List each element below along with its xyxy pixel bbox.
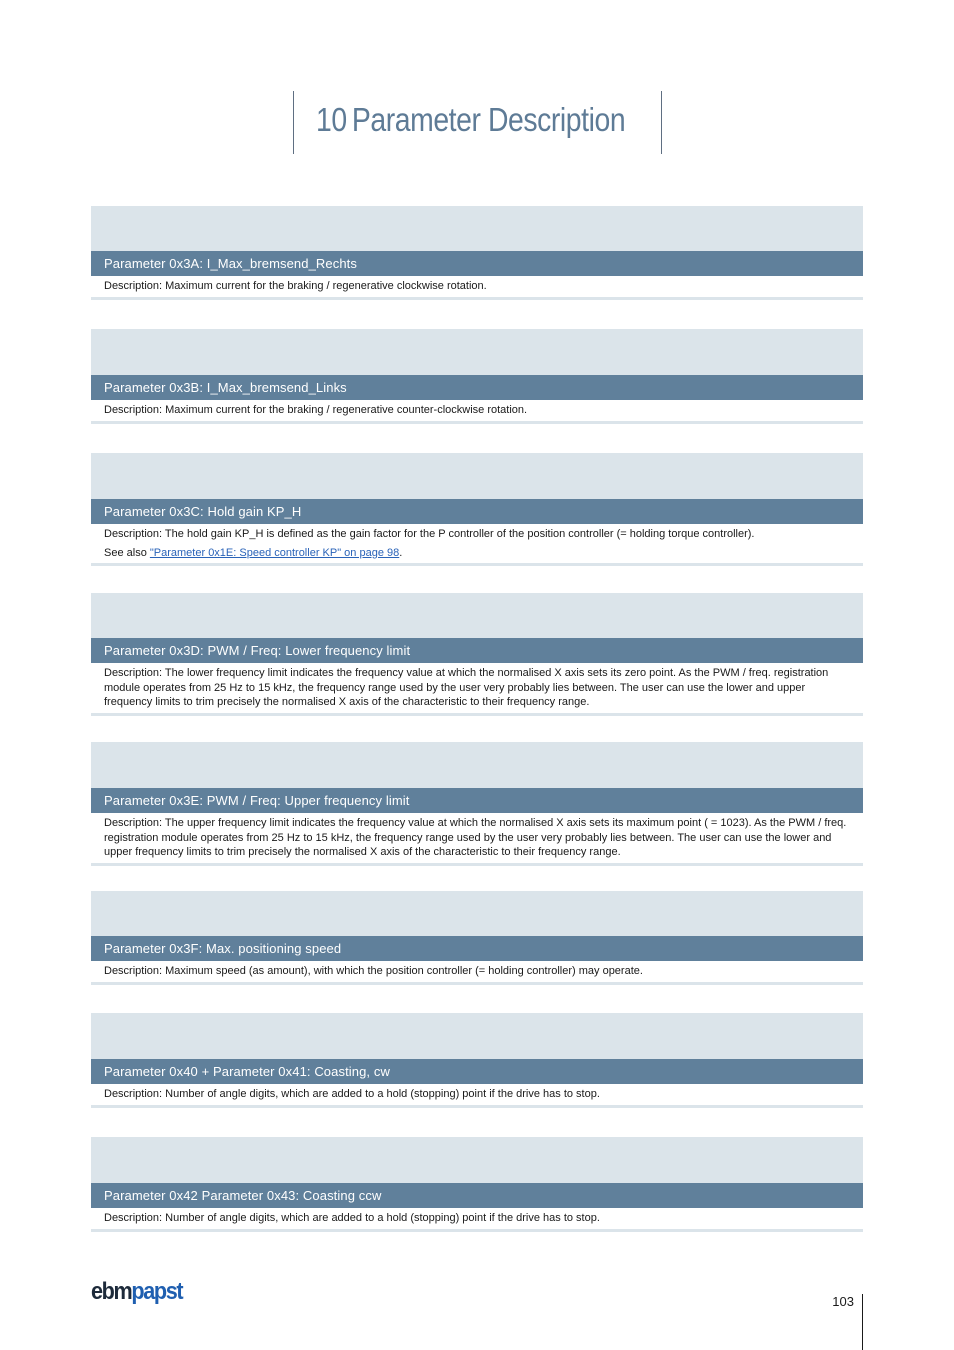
param-header: Parameter 0x3C: Hold gain KP_H [91,499,863,524]
param-block-0x3f [91,891,863,985]
param-block-0x3b [91,329,863,424]
param-body [91,400,863,424]
chapter-number: 10 [316,101,347,138]
ebmpapst-logo [91,1278,182,1306]
logo-ebm: ebm [91,1278,132,1305]
chapter-rule-right [661,91,662,154]
param-description: Description: The lower frequency limit indicates the frequency value at which the normalised X axis sets its zero point. As the PWM / freq. registration module operates from 25 Hz to 15 kHz, the frequency range used by the user very probably lies between. The user can use the lower and upper frequency limits to trim precisely the normalised X axis of the characteristic to their frequency range. [104,667,829,708]
param-header: Parameter 0x3D: PWM / Freq: Lower frequency limit [91,638,863,663]
param-block-0x3e [91,742,863,866]
param-top-band [91,329,863,375]
param-description: Description: Number of angle digits, which are added to a hold (stopping) point if the drive has to stop. [104,1088,600,1100]
param-description: Description: The upper frequency limit indicates the frequency value at which the normalised X axis sets its maximum point ( = 1023). As the PWM / freq. registration module operates from 25 Hz to 15 kHz, the frequency range used by the user very probably lies between. The user can use the lower and upper frequency limits to trim precisely the normalised X axis of the characteristic to their frequency range. [104,817,847,858]
see-also-link[interactable]: "Parameter 0x1E: Speed controller KP" on page 98 [149,546,400,559]
param-block-0x40-0x41 [91,1013,863,1108]
param-description: Description: The hold gain KP_H is defined as the gain factor for the P controller of the position controller (= holding torque controller). [104,528,755,540]
param-top-band [91,1137,863,1183]
param-body [91,524,863,566]
param-top-band [91,742,863,788]
param-top-band [91,1013,863,1059]
chapter-title [316,101,625,139]
param-description: Description: Maximum current for the braking / regenerative counter-clockwise rotation. [104,404,528,416]
param-body [91,663,863,716]
param-block-0x3a [91,206,863,300]
param-header: Parameter 0x3B: I_Max_bremsend_Links [91,375,863,400]
param-body [91,1208,863,1232]
param-body [91,1084,863,1108]
param-description: Description: Maximum speed (as amount), with which the position controller (= holding controller) may operate. [104,965,643,977]
see-also-suffix: . [399,546,403,559]
param-top-band [91,593,863,638]
param-description: Description: Number of angle digits, which are added to a hold (stopping) point if the drive has to stop. [104,1212,600,1224]
param-block-0x3d [91,593,863,716]
chapter-rule-left [293,91,294,154]
see-also-prefix: See also [104,546,150,559]
param-body [91,961,863,985]
param-header: Parameter 0x40 + Parameter 0x41: Coasting, cw [91,1059,863,1084]
param-top-band [91,206,863,251]
chapter-title-text: Parameter Description [351,101,626,138]
param-block-0x3c [91,453,863,566]
page-number-rule [862,1294,863,1350]
param-block-0x42-0x43 [91,1137,863,1232]
param-body [91,813,863,866]
param-description: Description: Maximum current for the braking / regenerative clockwise rotation. [104,280,487,292]
param-top-band [91,891,863,936]
param-top-band [91,453,863,499]
param-header: Parameter 0x3E: PWM / Freq: Upper frequency limit [91,788,863,813]
param-header: Parameter 0x3A: I_Max_bremsend_Rechts [91,251,863,276]
page-number: 103 [832,1294,854,1309]
param-see-also [104,546,855,561]
logo-papst: papst [131,1278,183,1305]
param-body [91,276,863,300]
param-header: Parameter 0x42 Parameter 0x43: Coasting ccw [91,1183,863,1208]
param-header: Parameter 0x3F: Max. positioning speed [91,936,863,961]
